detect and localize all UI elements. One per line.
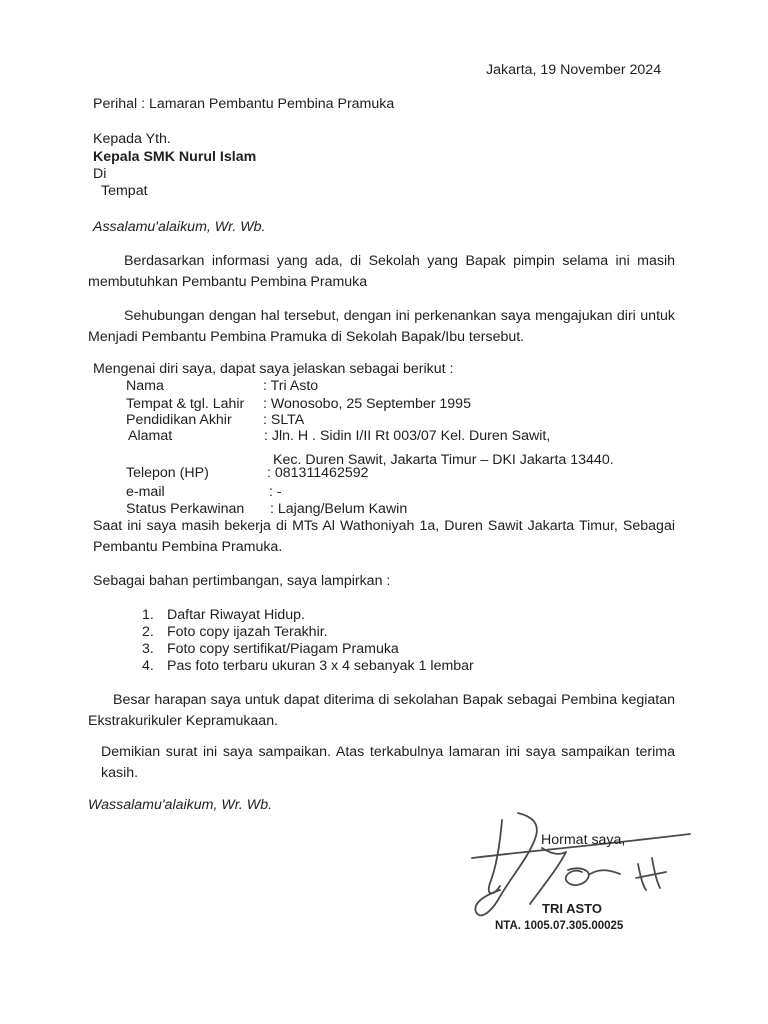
paragraph-4-text: Besar harapan saya untuk dapat diterima di sekolahan Bapak sebagai Pembina kegiatan Ekstrakurikuler Kepramukaan. bbox=[88, 692, 675, 729]
alamat-value-2: Kec. Duren Sawit, Jakarta Timur – DKI Jakarta 13440. bbox=[273, 452, 614, 468]
nama-label: Nama bbox=[126, 378, 164, 394]
paragraph-2-text: Sehubungan dengan hal tersebut, dengan ini perkenankan saya mengajukan diri untuk Menjadi Pembantu Pembina Pramuka di Sekolah Bapak/Ibu tersebut. bbox=[88, 308, 675, 345]
paragraph-4 bbox=[88, 690, 675, 732]
greeting: Assalamu'alaikum, Wr. Wb. bbox=[93, 219, 266, 235]
closing: Wassalamu'alaikum, Wr. Wb. bbox=[88, 797, 273, 813]
status-value: : Lajang/Belum Kawin bbox=[270, 501, 408, 517]
email-label: e-mail bbox=[126, 484, 165, 500]
recipient-tempat: Tempat bbox=[101, 183, 148, 199]
place-date: Jakarta, 19 November 2024 bbox=[486, 62, 662, 78]
list-item: Daftar Riwayat Hidup. bbox=[167, 607, 305, 623]
status-label: Status Perkawinan bbox=[126, 501, 245, 517]
list-item: Foto copy ijazah Terakhir. bbox=[167, 624, 328, 640]
list-item-number: 1. bbox=[142, 607, 154, 623]
signer-name: TRI ASTO bbox=[542, 901, 602, 916]
recipient-school: Kepala SMK Nurul Islam bbox=[93, 149, 257, 165]
paragraph-3: Saat ini saya masih bekerja di MTs Al Wathoniyah 1a, Duren Sawit Jakarta Timur, Sebagai Pembantu Pembina Pramuka. bbox=[93, 518, 675, 555]
nama-value: : Tri Asto bbox=[263, 378, 319, 394]
signature-salutation: Hormat saya, bbox=[541, 832, 626, 848]
pendidikan-label: Pendidikan Akhir bbox=[126, 412, 232, 428]
ttl-value: : Wonosobo, 25 September 1995 bbox=[263, 396, 471, 412]
paragraph-1 bbox=[88, 251, 675, 293]
list-item-number: 3. bbox=[142, 641, 154, 657]
pendidikan-value: : SLTA bbox=[263, 412, 305, 428]
signer-nta: NTA. 1005.07.305.00025 bbox=[495, 920, 624, 932]
telepon-value: : 081311462592 bbox=[267, 465, 369, 481]
recipient-line-1: Kepada Yth. bbox=[93, 131, 171, 147]
list-item-number: 4. bbox=[142, 658, 154, 674]
telepon-label: Telepon (HP) bbox=[126, 465, 209, 481]
alamat-value-1: : Jln. H . Sidin I/II Rt 003/07 Kel. Duren Sawit, bbox=[264, 428, 551, 444]
email-value: : - bbox=[269, 484, 282, 500]
paragraph-2 bbox=[88, 306, 675, 348]
list-item: Pas foto terbaru ukuran 3 x 4 sebanyak 1 lembar bbox=[167, 658, 474, 674]
subject-line: Perihal : Lamaran Pembantu Pembina Pramuka bbox=[93, 96, 395, 112]
paragraph-5: Demikian surat ini saya sampaikan. Atas terkabulnya lamaran ini saya sampaikan terima kasih. bbox=[101, 744, 675, 781]
list-item-number: 2. bbox=[142, 624, 154, 640]
alamat-label: Alamat bbox=[128, 428, 173, 444]
paragraph-1-text: Berdasarkan informasi yang ada, di Sekolah yang Bapak pimpin selama ini masih membutuhkan Pembantu Pembina Pramuka bbox=[88, 253, 675, 290]
details-intro: Mengenai diri saya, dapat saya jelaskan sebagai berikut : bbox=[93, 361, 454, 377]
recipient-di: Di bbox=[93, 166, 107, 182]
list-item: Foto copy sertifikat/Piagam Pramuka bbox=[167, 641, 399, 657]
ttl-label: Tempat & tgl. Lahir bbox=[126, 396, 245, 412]
attachments-intro: Sebagai bahan pertimbangan, saya lampirkan : bbox=[93, 573, 391, 589]
